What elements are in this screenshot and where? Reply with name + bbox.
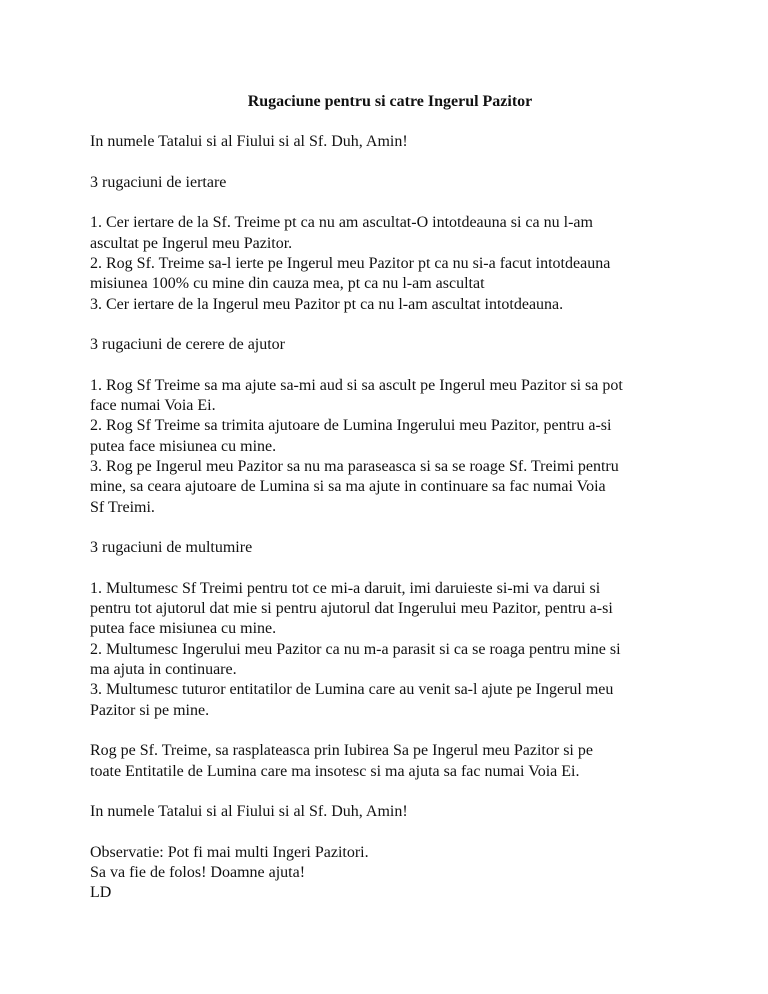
notes-block bbox=[90, 843, 690, 904]
observation-note: Observatie: Pot fi mai multi Ingeri Pazitori. bbox=[90, 843, 369, 861]
text-line: Sf Treimi. bbox=[90, 498, 155, 516]
opening-line: In numele Tatalui si al Fiului si al Sf. Duh, Amin! bbox=[90, 133, 408, 151]
text-line: 1. Cer iertare de la Sf. Treime pt ca nu am ascultat-O intotdeauna si ca nu l-am bbox=[90, 214, 593, 232]
text-line: Rog pe Sf. Treime, sa rasplateasca prin Iubirea Sa pe Ingerul meu Pazitor si pe bbox=[90, 742, 593, 760]
text-line: mine, sa ceara ajutoare de Lumina si sa ma ajute in continuare sa fac numai Voia bbox=[90, 478, 606, 496]
text-line: putea face misiunea cu mine. bbox=[90, 437, 277, 455]
document-page bbox=[90, 92, 690, 904]
text-line: 1. Multumesc Sf Treimi pentru tot ce mi-a daruit, imi daruieste si-mi va darui si bbox=[90, 579, 601, 597]
text-line: ascultat pe Ingerul meu Pazitor. bbox=[90, 234, 293, 252]
section-heading-multumire: 3 rugaciuni de multumire bbox=[90, 539, 253, 557]
text-line: 1. Rog Sf Treime sa ma ajute sa-mi aud si sa ascult pe Ingerul meu Pazitor si sa pot bbox=[90, 376, 623, 394]
text-line: 2. Multumesc Ingerului meu Pazitor ca nu m-a parasit si ca se roaga pentru mine si bbox=[90, 640, 621, 658]
text-line: face numai Voia Ei. bbox=[90, 397, 216, 415]
section-heading-ajutor: 3 rugaciuni de cerere de ajutor bbox=[90, 336, 286, 354]
final-prayer bbox=[90, 741, 690, 782]
blessing-note: Sa va fie de folos! Doamne ajuta! bbox=[90, 863, 306, 881]
section-body-multumire bbox=[90, 579, 690, 721]
text-line: pentru tot ajutorul dat mie si pentru ajutorul dat Ingerului meu Pazitor, pentru a-si bbox=[90, 600, 613, 618]
text-line: putea face misiunea cu mine. bbox=[90, 620, 277, 638]
text-line: ma ajuta in continuare. bbox=[90, 661, 237, 679]
text-line: toate Entitatile de Lumina care ma insotesc si ma ajuta sa fac numai Voia Ei. bbox=[90, 762, 580, 780]
author-initials: LD bbox=[90, 884, 112, 902]
text-line: 3. Rog pe Ingerul meu Pazitor sa nu ma paraseasca si sa se roage Sf. Treimi pentru bbox=[90, 458, 619, 476]
section-body-iertare bbox=[90, 213, 690, 314]
text-line: Pazitor si pe mine. bbox=[90, 701, 210, 719]
text-line: 3. Cer iertare de la Ingerul meu Pazitor pt ca nu l-am ascultat intotdeauna. bbox=[90, 295, 564, 313]
text-line: 3. Multumesc tuturor entitatilor de Lumina care au venit sa-l ajute pe Ingerul meu bbox=[90, 681, 614, 699]
text-line: 2. Rog Sf. Treime sa-l ierte pe Ingerul meu Pazitor pt ca nu si-a facut intotdeauna bbox=[90, 255, 611, 273]
text-line: 2. Rog Sf Treime sa trimita ajutoare de Lumina Ingerului meu Pazitor, pentru a-si bbox=[90, 417, 612, 435]
document-title: Rugaciune pentru si catre Ingerul Pazitor bbox=[247, 93, 533, 110]
text-line: misiunea 100% cu mine din cauza mea, pt ca nu l-am ascultat bbox=[90, 275, 485, 293]
section-body-ajutor bbox=[90, 376, 690, 518]
closing-line: In numele Tatalui si al Fiului si al Sf. Duh, Amin! bbox=[90, 803, 408, 821]
section-heading-iertare: 3 rugaciuni de iertare bbox=[90, 173, 227, 191]
